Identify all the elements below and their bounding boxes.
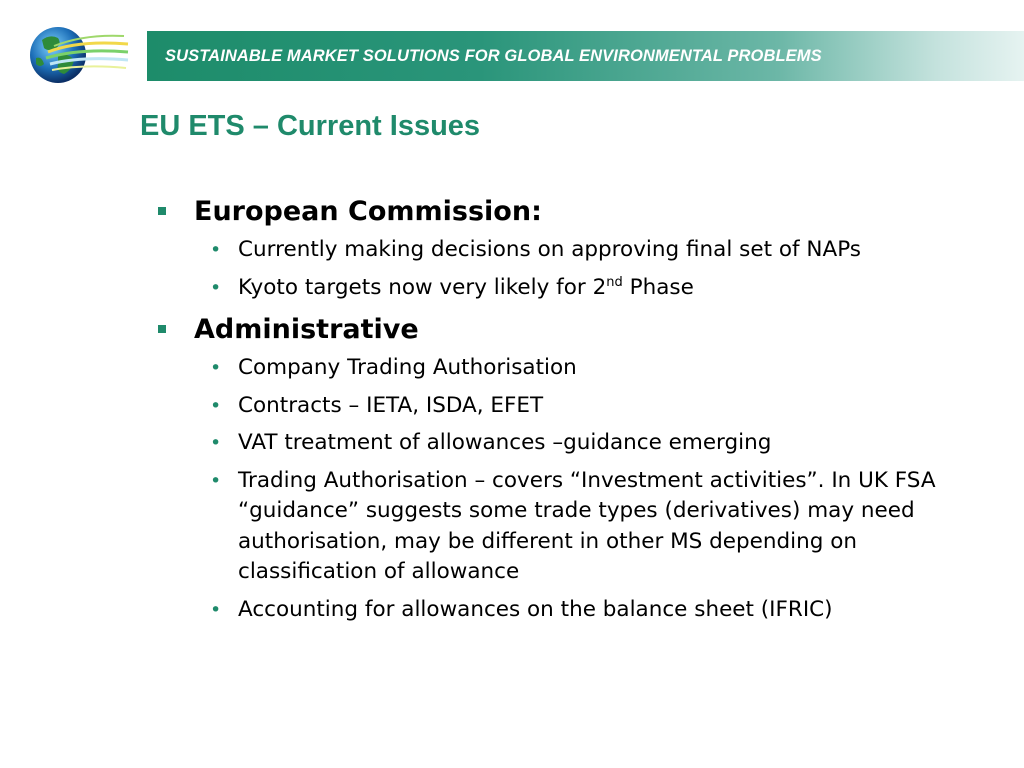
dot-bullet-icon: • <box>210 239 222 261</box>
sub-list <box>158 235 968 303</box>
section-heading-text: Administrative <box>194 314 419 345</box>
list-item-text: Currently making decisions on approving final set of NAPs <box>238 237 861 262</box>
dot-bullet-icon: • <box>210 469 222 492</box>
slide-content <box>158 192 968 632</box>
list-item <box>158 273 968 304</box>
section-european-commission <box>158 192 968 303</box>
globe-logo-icon <box>28 22 130 88</box>
list-item <box>158 466 968 588</box>
list-item <box>158 428 968 459</box>
list-item-text: Accounting for allowances on the balance sheet (IFRIC) <box>238 596 833 622</box>
section-administrative <box>158 310 968 625</box>
section-heading <box>158 310 968 350</box>
square-bullet-icon <box>158 325 166 333</box>
slide-title: EU ETS – Current Issues <box>140 110 481 142</box>
dot-bullet-icon: • <box>210 276 222 299</box>
ordinal-superscript: nd <box>606 274 623 290</box>
dot-bullet-icon: • <box>210 432 222 454</box>
list-item <box>158 235 968 266</box>
list-item <box>158 353 968 384</box>
banner-text: SUSTAINABLE MARKET SOLUTIONS FOR GLOBAL ENVIRONMENTAL PROBLEMS <box>165 46 822 65</box>
list-item-text: Trading Authorisation – covers “Investment activities”. In UK FSA “guidance” suggests some trade types (derivatives) may need authorisation, may be different in other MS depending on classification of allowance <box>238 467 936 584</box>
dot-bullet-icon: • <box>210 357 222 379</box>
sub-list <box>158 353 968 625</box>
list-item-text: VAT treatment of allowances –guidance emerging <box>238 430 772 455</box>
list-item <box>158 595 968 626</box>
header-banner <box>147 31 1024 81</box>
list-item-text-after: Phase <box>622 274 694 300</box>
square-bullet-icon <box>158 207 166 215</box>
section-heading-text: European Commission: <box>194 196 542 227</box>
list-item-text-before: Kyoto targets now very likely for 2 <box>238 274 607 300</box>
list-item-text: Contracts – IETA, ISDA, EFET <box>238 392 544 418</box>
list-item-text: Company Trading Authorisation <box>238 355 577 380</box>
section-heading <box>158 192 968 232</box>
list-item <box>158 391 968 422</box>
dot-bullet-icon: • <box>210 598 222 621</box>
dot-bullet-icon: • <box>210 394 222 417</box>
